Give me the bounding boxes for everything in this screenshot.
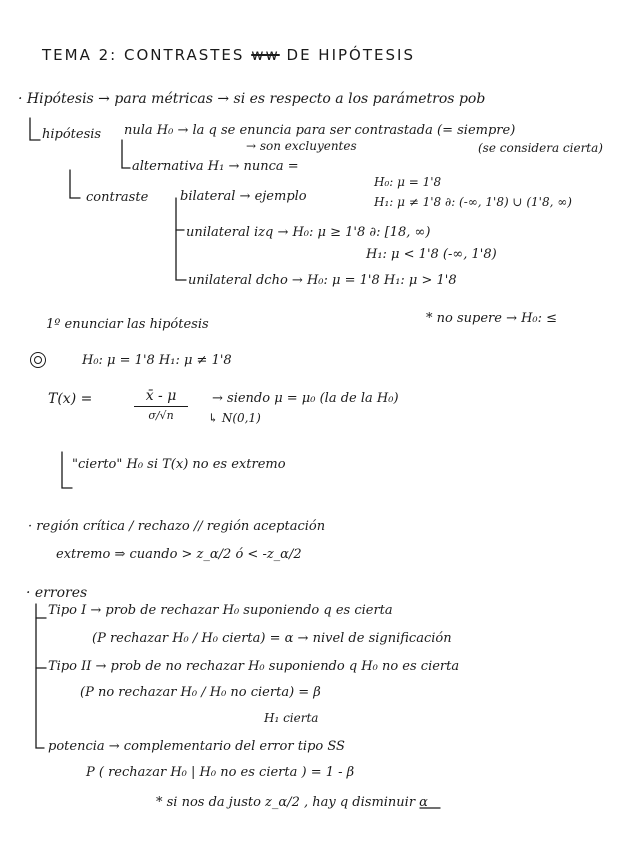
siendo-note: → siendo μ = μ₀ (la de la H₀) bbox=[212, 391, 399, 406]
unilateral-izq-h1: H₁: μ < 1'8 (-∞, 1'8) bbox=[366, 247, 497, 262]
region-line: · región crítica / rechazo // región aceptación bbox=[28, 519, 326, 534]
statistic-label: T(x) = bbox=[48, 391, 93, 407]
cierta-note: (se considera cierta) bbox=[478, 141, 603, 155]
example-hypotheses: H₀: μ = 1'8 H₁: μ ≠ 1'8 bbox=[82, 353, 232, 368]
crossed-out-word: ww bbox=[251, 46, 280, 64]
bilateral-line: bilateral → ejemplo bbox=[180, 189, 307, 204]
nula-line: nula H₀ → la q se enuncia para ser contrastada (= siempre) bbox=[124, 123, 516, 138]
circled-bullet-icon bbox=[30, 352, 46, 368]
hipotesis-sub: hipótesis bbox=[42, 127, 102, 142]
h1-cierta-note: H₁ cierta bbox=[264, 711, 319, 725]
no-supere-note: * no supere → H₀: ≤ bbox=[426, 311, 558, 326]
cierto-line: "cierto" H₀ si T(x) no es extremo bbox=[72, 457, 286, 472]
page-title: TEMA 2: CONTRASTES ww DE HIPÓTESIS bbox=[42, 46, 415, 64]
unilateral-izq-line: unilateral izq → H₀: μ ≥ 1'8 ∂: [18, ∞) bbox=[186, 225, 431, 240]
errores-heading: · errores bbox=[26, 585, 88, 601]
example-h1: H₁: μ ≠ 1'8 ∂: (-∞, 1'8) ∪ (1'8, ∞) bbox=[374, 195, 572, 209]
tipo-one-prob: (P rechazar H₀ / H₀ cierta) = α → nivel de significación bbox=[92, 631, 452, 646]
fraction-numerator: x̄ - μ bbox=[134, 388, 188, 407]
hipotesis-line: · Hipótesis → para métricas → si es respecto a los parámetros pob bbox=[18, 91, 486, 107]
fraction-denominator: σ/√n bbox=[148, 409, 174, 422]
unilateral-dcho-line: unilateral dcho → H₀: μ = 1'8 H₁: μ > 1'8 bbox=[188, 273, 457, 288]
tipo-two-prob: (P no rechazar H₀ / H₀ no cierta) = β bbox=[80, 685, 321, 700]
step-one: 1º enunciar las hipótesis bbox=[46, 317, 209, 332]
tipo-one: Tipo I → prob de rechazar H₀ suponiendo q es cierta bbox=[48, 603, 393, 618]
example-h0: H₀: μ = 1'8 bbox=[374, 175, 442, 189]
potencia-line: potencia → complementario del error tipo SS bbox=[48, 739, 345, 754]
contraste-label: contraste bbox=[86, 190, 149, 205]
normal-dist: ↳ N(0,1) bbox=[208, 411, 261, 425]
extremo-line: extremo ⇒ cuando > z_α/2 ó < -z_α/2 bbox=[56, 547, 302, 562]
final-note: * si nos da justo z_α/2 , hay q disminuir α bbox=[156, 795, 428, 810]
potencia-prob: P ( rechazar H₀ | H₀ no es cierta ) = 1 - β bbox=[86, 765, 355, 780]
alternativa-line: alternativa H₁ → nunca = bbox=[132, 159, 299, 174]
statistic-fraction bbox=[134, 388, 188, 422]
excluyentes-note: → son excluyentes bbox=[246, 139, 357, 153]
tipo-two: Tipo II → prob de no rechazar H₀ suponiendo q H₀ no es cierta bbox=[48, 659, 460, 674]
